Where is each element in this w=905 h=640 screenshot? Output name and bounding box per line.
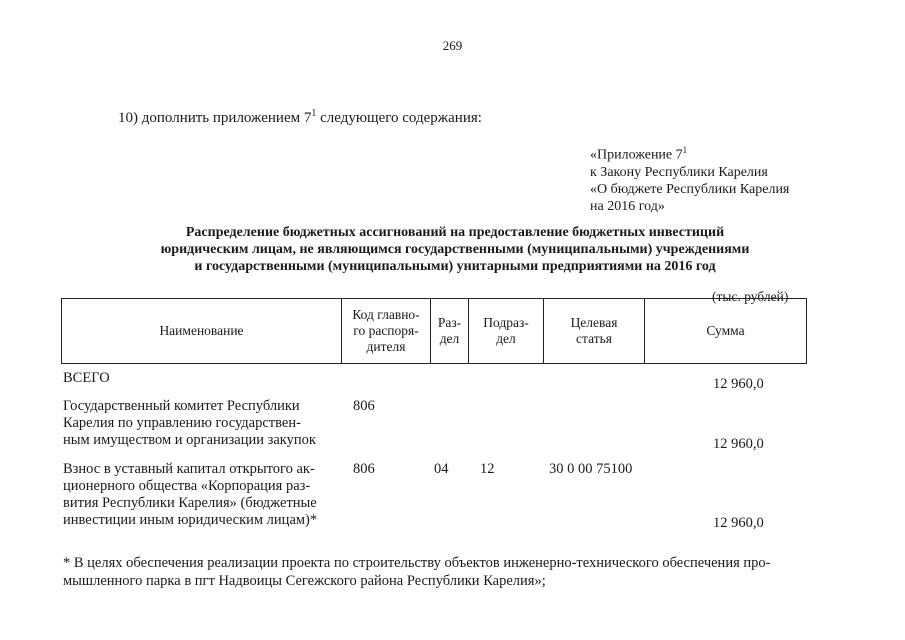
header-name: Наименование <box>62 299 342 364</box>
table-row-contribution-sum: 12 960,0 <box>713 515 764 531</box>
footnote: * В целях обеспечения реализации проекта по строительству объектов инженерно-технического обеспечения про- мышленного парка в пгт Надвоицы Сегежского района Республики Карелия»; <box>63 555 771 589</box>
unit-label: (тыс. рублей) <box>712 289 789 304</box>
annex-line-3: «О бюджете Республики Карелия <box>590 181 790 197</box>
amendment-superscript: 1 <box>311 108 317 119</box>
annex-line-4: на 2016 год» <box>590 198 665 214</box>
header-sum: Сумма <box>645 299 807 364</box>
table-row-contribution-name: Взнос в уставный капитал открытого ак- ционерного общества «Корпорация раз- вития Республики Карелия» (бюджетные инвестиции иным юридическим лицам)* <box>63 461 318 528</box>
annex-line-1: «Приложение $7^1$ <box>590 145 688 163</box>
table-row-committee-sum: 12 960,0 <box>713 436 764 452</box>
header-subsection: Подраз- дел <box>469 299 544 364</box>
table-row-committee-code: 806 <box>353 398 375 414</box>
header-target: Целевая статья <box>544 299 645 364</box>
table-row-contribution-subsection: 12 <box>480 461 495 477</box>
table-header <box>61 298 807 364</box>
annex-line-2: к Закону Республики Карелия <box>590 164 768 180</box>
header-section: Раз- дел <box>431 299 469 364</box>
table-row-total-sum: 12 960,0 <box>713 376 764 392</box>
table-row-contribution-target: 30 0 00 75100 <box>549 461 633 477</box>
document-title: Распределение бюджетных ассигнований на предоставление бюджетных инвестиций юридическим лицам, не являющимся государственными (муниципальными) учреждениями и государственными (муниципальными) унитарными предприятиями на 2016 год <box>160 225 750 274</box>
amendment-text: 10) дополнить приложением $7^1$ следующего содержания: <box>118 108 482 126</box>
table-row-committee-name: Государственный комитет Республики Карелия по управлению государствен- ным имуществом и организации закупок <box>63 398 316 448</box>
header-code: Код главно- го распоря- дителя <box>342 299 431 364</box>
annex-reference <box>590 142 830 215</box>
table-row-contribution-section: 04 <box>434 461 449 477</box>
table-row-contribution-code: 806 <box>353 461 375 477</box>
page-number: 269 <box>442 38 463 53</box>
table-row-total-name: ВСЕГО <box>63 370 110 386</box>
